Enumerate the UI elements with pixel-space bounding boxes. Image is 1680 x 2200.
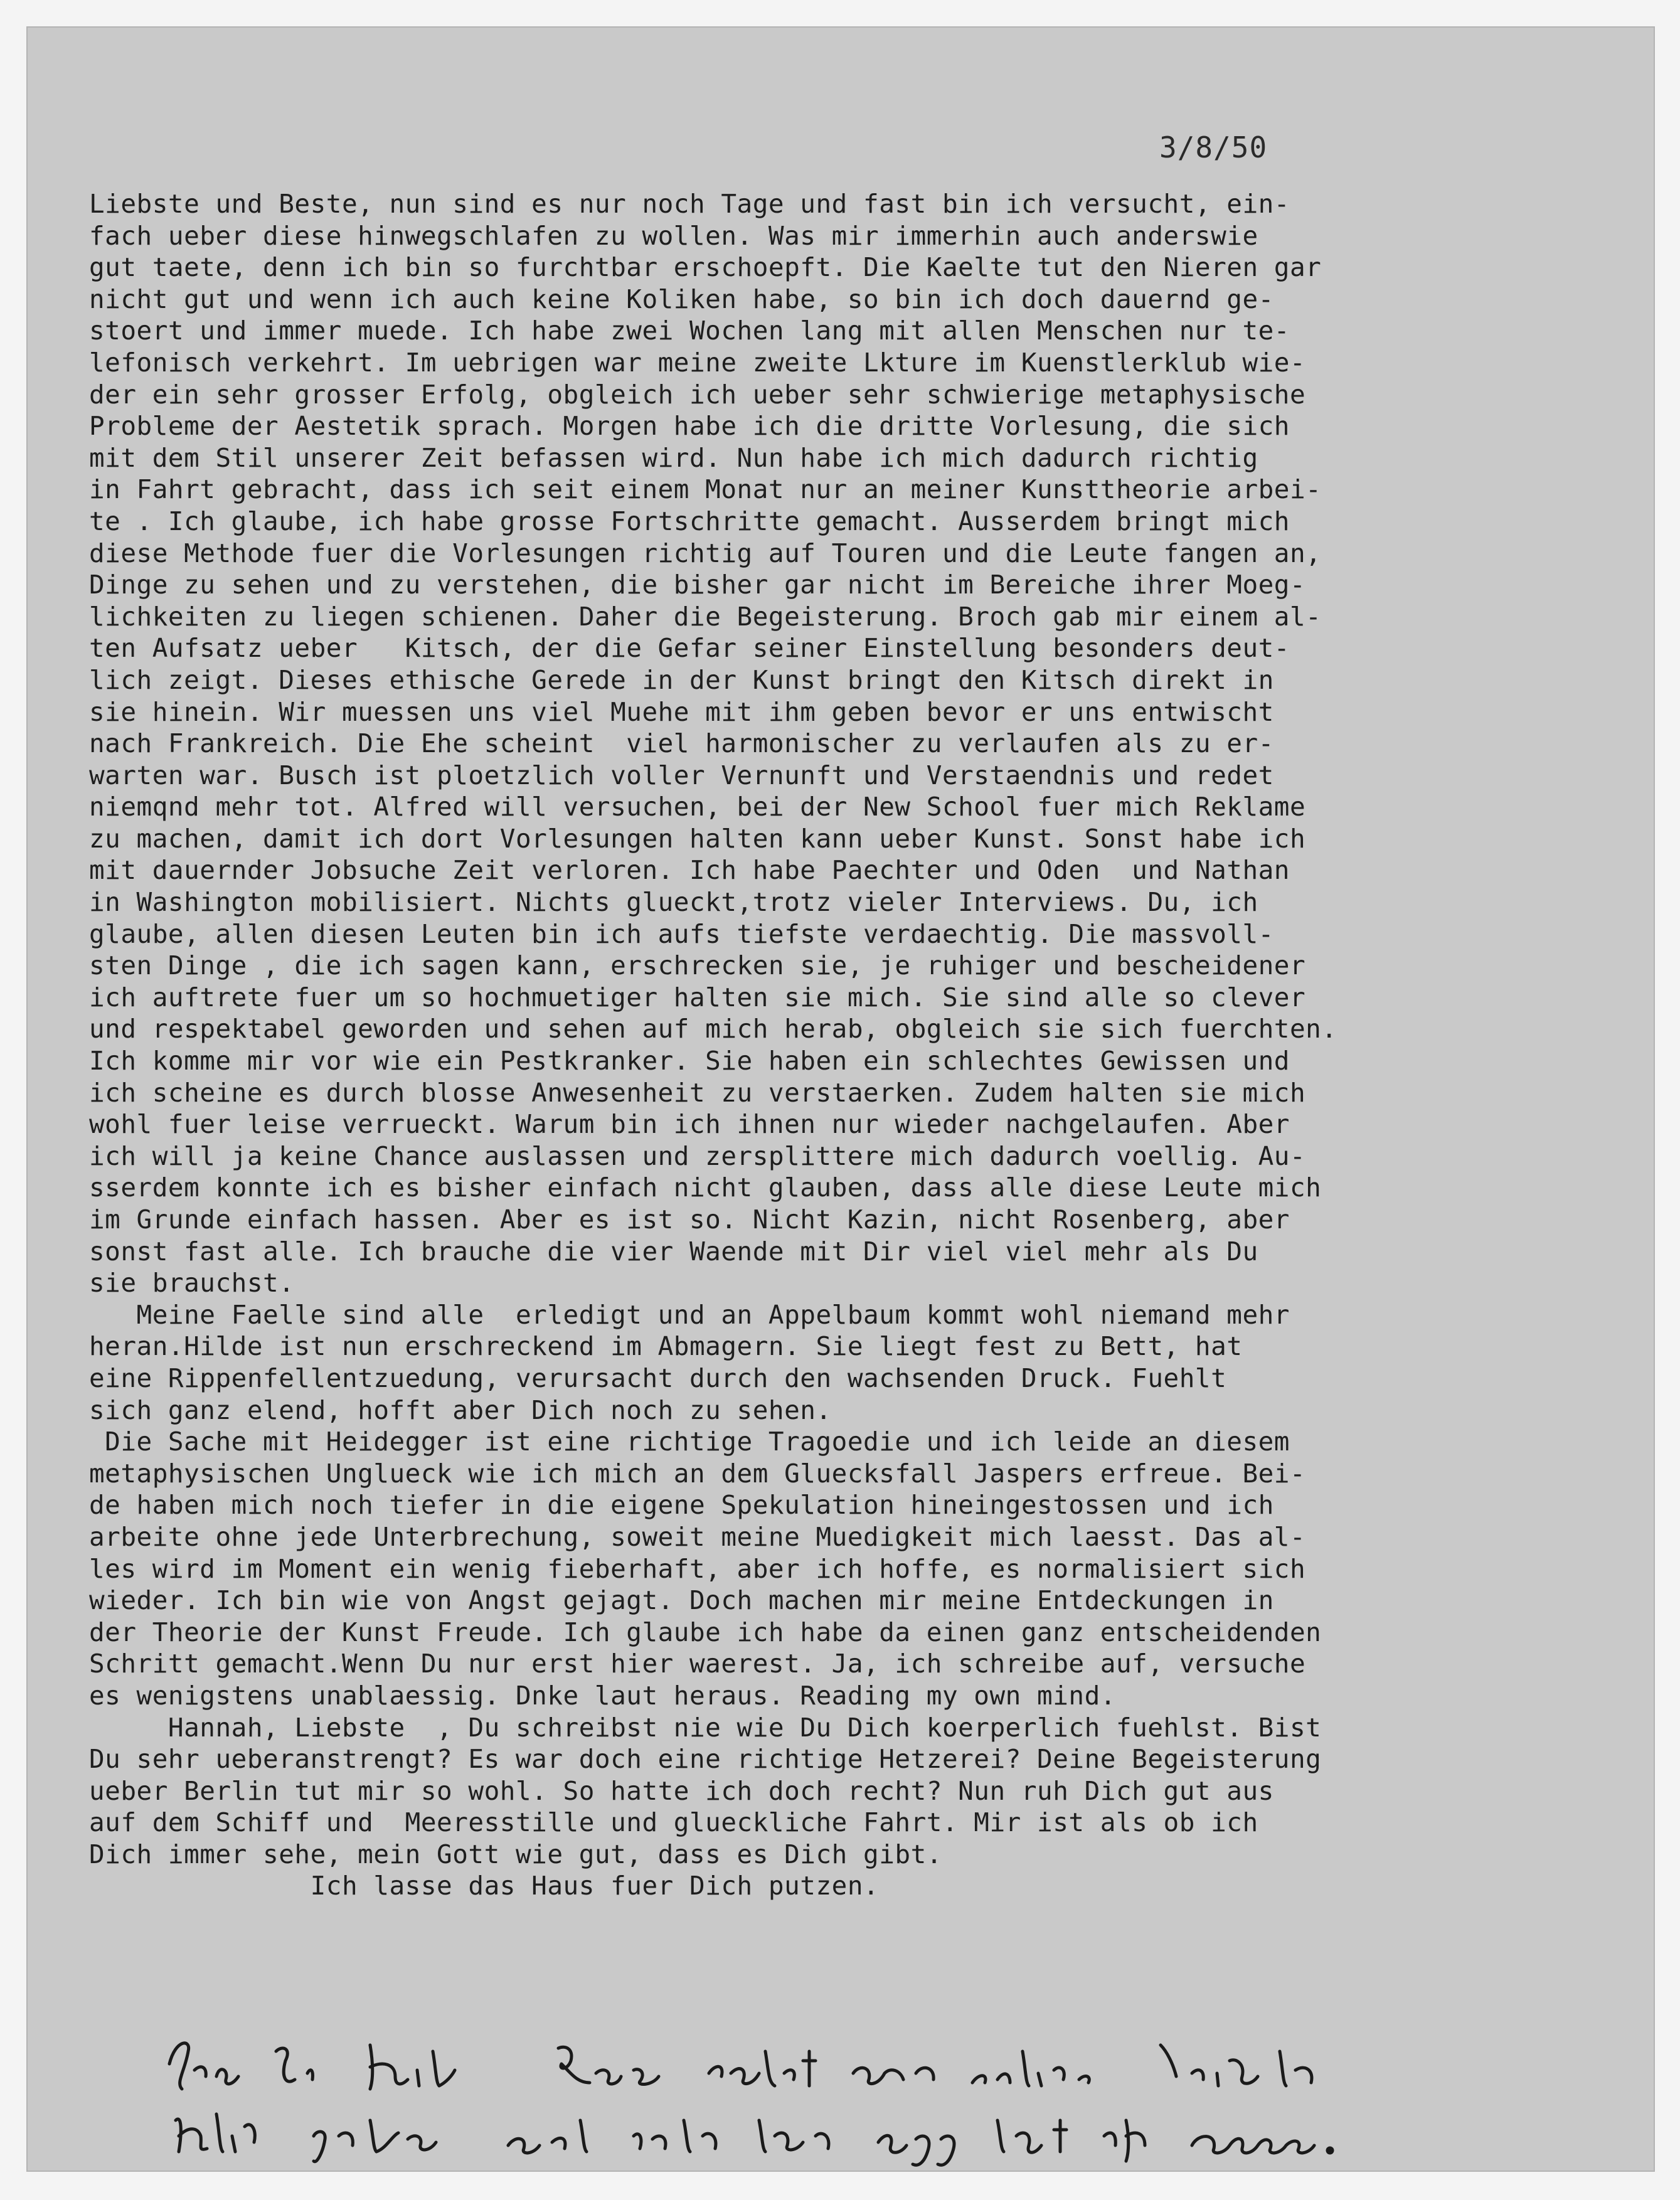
typed-line: in Fahrt gebracht, dass ich seit einem Monat nur an meiner Kunsttheorie arbei- xyxy=(89,474,1322,505)
typed-line: auf dem Schiff und Meeresstille und glueckliche Fahrt. Mir ist als ob ich xyxy=(89,1807,1258,1838)
typed-line: sie hinein. Wir muessen uns viel Muehe mit ihm geben bevor er uns entwischt xyxy=(89,696,1274,727)
typed-line: arbeite ohne jede Unterbrechung, soweit meine Muedigkeit mich laesst. Das al- xyxy=(89,1521,1306,1552)
typed-line: mit dauernder Jobsuche Zeit verloren. Ich habe Paechter und Oden und Nathan xyxy=(89,855,1290,886)
typed-line: eine Rippenfellentzuedung, verursacht durch den wachsenden Druck. Fuehlt xyxy=(89,1363,1227,1393)
typed-line: sten Dinge , die ich sagen kann, erschrecken sie, je ruhiger und bescheidener xyxy=(89,950,1306,981)
typed-line: sonst fast alle. Ich brauche die vier Waende mit Dir viel viel mehr als Du xyxy=(89,1236,1258,1267)
typed-line: ich will ja keine Chance auslassen und zersplittere mich dadurch voellig. Au- xyxy=(89,1140,1306,1171)
typed-line: der Theorie der Kunst Freude. Ich glaube ich habe da einen ganz entscheidenden xyxy=(89,1617,1322,1647)
typed-line: lichkeiten zu liegen schienen. Daher die Begeisterung. Broch gab mir einem al- xyxy=(89,601,1322,632)
typed-line: Dich immer sehe, mein Gott wie gut, dass es Dich gibt. xyxy=(89,1839,942,1869)
typed-line: im Grunde einfach hassen. Aber es ist so. Nicht Kazin, nicht Rosenberg, aber xyxy=(89,1204,1290,1235)
typed-line: lich zeigt. Dieses ethische Gerede in der Kunst bringt den Kitsch direkt in xyxy=(89,664,1274,695)
typed-line: zu machen, damit ich dort Vorlesungen halten kann ueber Kunst. Sonst habe ich xyxy=(89,823,1306,854)
typed-line: de haben mich noch tiefer in die eigene Spekulation hineingestossen und ich xyxy=(89,1490,1274,1521)
typed-line: glaube, allen diesen Leuten bin ich aufs tiefste verdaechtig. Die massvoll- xyxy=(89,918,1274,949)
handwritten-postscript xyxy=(157,2026,1412,2171)
typed-line: niemqnd mehr tot. Alfred will versuchen, bei der New School fuer mich Reklame xyxy=(89,792,1306,822)
typed-line: sserdem konnte ich es bisher einfach nicht glauben, dass alle diese Leute mich xyxy=(89,1172,1322,1203)
typed-line: Probleme der Aestetik sprach. Morgen habe ich die dritte Vorlesung, die sich xyxy=(89,411,1290,442)
typed-line: Ich lasse das Haus fuer Dich putzen. xyxy=(89,1871,880,1901)
handwriting-image xyxy=(157,2026,1412,2171)
typed-line: in Washington mobilisiert. Nichts glueckt,trotz vieler Interviews. Du, ich xyxy=(89,887,1258,918)
typed-line: fach ueber diese hinwegschlafen zu wollen. Was mir immerhin auch anderswie xyxy=(89,220,1258,251)
typed-line: te . Ich glaube, ich habe grosse Fortschritte gemacht. Ausserdem bringt mich xyxy=(89,506,1290,536)
typed-line: nach Frankreich. Die Ehe scheint viel harmonischer zu verlaufen als zu er- xyxy=(89,728,1274,759)
typed-line: ten Aufsatz ueber Kitsch, der die Gefar seiner Einstellung besonders deut- xyxy=(89,633,1290,664)
typed-line: wieder. Ich bin wie von Angst gejagt. Doch machen mir meine Entdeckungen in xyxy=(89,1585,1274,1616)
typed-line: mit dem Stil unserer Zeit befassen wird. Nun habe ich mich dadurch richtig xyxy=(89,442,1258,473)
typed-line: ueber Berlin tut mir so wohl. So hatte ich doch recht? Nun ruh Dich gut aus xyxy=(89,1775,1274,1806)
typed-line: metaphysischen Unglueck wie ich mich an dem Gluecksfall Jaspers erfreue. Bei- xyxy=(89,1458,1306,1489)
typed-line: Die Sache mit Heidegger ist eine richtige Tragoedie und ich leide an diesem xyxy=(89,1427,1290,1457)
typed-line: les wird im Moment ein wenig fieberhaft, aber ich hoffe, es normalisiert sich xyxy=(89,1553,1306,1584)
typed-line: es wenigstens unablaessig. Dnke laut heraus. Reading my own mind. xyxy=(89,1680,1116,1711)
typed-line: heran.Hilde ist nun erschreckend im Abmagern. Sie liegt fest zu Bett, hat xyxy=(89,1331,1243,1362)
typed-line: der ein sehr grosser Erfolg, obgleich ich ueber sehr schwierige metaphysische xyxy=(89,379,1306,410)
typed-line: Liebste und Beste, nun sind es nur noch Tage und fast bin ich versucht, ein- xyxy=(89,189,1290,219)
typed-line: ich auftrete fuer um so hochmuetiger halten sie mich. Sie sind alle so clever xyxy=(89,982,1306,1012)
typed-line: warten war. Busch ist ploetzlich voller Vernunft und Verstaendnis und redet xyxy=(89,760,1274,790)
typed-line: Dinge zu sehen und zu verstehen, die bisher gar nicht im Bereiche ihrer Moeg- xyxy=(89,570,1306,600)
typed-line: gut taete, denn ich bin so furchtbar erschoepft. Die Kaelte tut den Nieren gar xyxy=(89,252,1322,283)
typed-line: nicht gut und wenn ich auch keine Koliken habe, so bin ich doch dauernd ge- xyxy=(89,284,1274,314)
typed-line: wohl fuer leise verrueckt. Warum bin ich ihnen nur wieder nachgelaufen. Aber xyxy=(89,1109,1290,1140)
typed-line: lefonisch verkehrt. Im uebrigen war meine zweite Lkture im Kuenstlerklub wie- xyxy=(89,347,1306,378)
letter-date: 3/8/50 xyxy=(1159,130,1268,164)
typed-line: ich scheine es durch blosse Anwesenheit zu verstaerken. Zudem halten sie mich xyxy=(89,1077,1306,1108)
typed-line: sich ganz elend, hofft aber Dich noch zu sehen. xyxy=(89,1395,832,1425)
typed-line: Du sehr ueberanstrengt? Es war doch eine richtige Hetzerei? Deine Begeisterung xyxy=(89,1744,1322,1775)
typed-line: und respektabel geworden und sehen auf mich herab, obgleich sie sich fuerchten. xyxy=(89,1014,1337,1044)
typed-line: diese Methode fuer die Vorlesungen richtig auf Touren und die Leute fangen an, xyxy=(89,538,1322,568)
typed-line: Hannah, Liebste , Du schreibst nie wie Du Dich koerperlich fuehlst. Bist xyxy=(89,1712,1322,1743)
typed-letter-body xyxy=(89,188,1607,1902)
typed-line: Schritt gemacht.Wenn Du nur erst hier waerest. Ja, ich schreibe auf, versuche xyxy=(89,1649,1306,1679)
typed-line: Ich komme mir vor wie ein Pestkranker. Sie haben ein schlechtes Gewissen und xyxy=(89,1046,1290,1076)
typed-line: Meine Faelle sind alle erledigt und an Appelbaum kommt wohl niemand mehr xyxy=(89,1299,1290,1330)
typed-line: sie brauchst. xyxy=(89,1268,295,1299)
typed-line: stoert und immer muede. Ich habe zwei Wochen lang mit allen Menschen nur te- xyxy=(89,316,1290,346)
